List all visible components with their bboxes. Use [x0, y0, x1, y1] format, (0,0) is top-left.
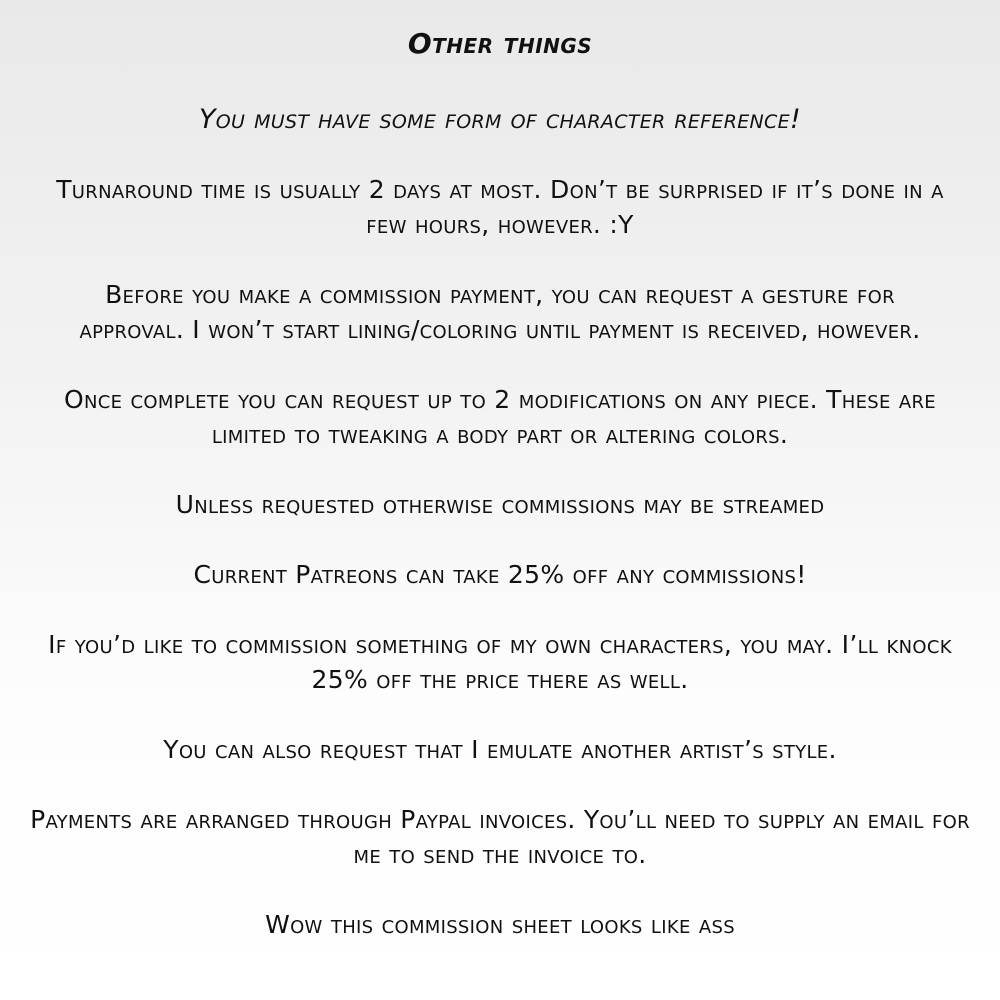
sheet-title: Other things: [407, 27, 593, 60]
rule-character-reference: You must have some form of character reference!: [198, 104, 802, 135]
rule-emulate-style: You can also request that I emulate another artist’s style.: [163, 735, 837, 764]
rule-streaming: Unless requested otherwise commissions may be streamed: [175, 490, 825, 519]
rule-own-characters: If you’d like to commission something of my own characters, you may. I’ll knock 25% off the price there as well.: [48, 630, 952, 694]
rule-modifications: Once complete you can request up to 2 modifications on any piece. These are limited to tweaking a body part or altering colors.: [64, 385, 936, 449]
rule-turnaround-time: Turnaround time is usually 2 days at most. Don’t be surprised if it’s done in a few hours, however. :Y: [56, 175, 944, 239]
rule-paypal-invoices: Payments are arranged through Paypal invoices. You’ll need to supply an email for me to send the invoice to.: [30, 805, 970, 869]
closing-remark: Wow this commission sheet looks like ass: [265, 910, 735, 939]
rule-patreon-discount: Current Patreons can take 25% off any commissions!: [193, 560, 807, 589]
rule-gesture-approval: Before you make a commission payment, you can request a gesture for approval. I won’t start lining/coloring until payment is received, however.: [79, 280, 921, 344]
